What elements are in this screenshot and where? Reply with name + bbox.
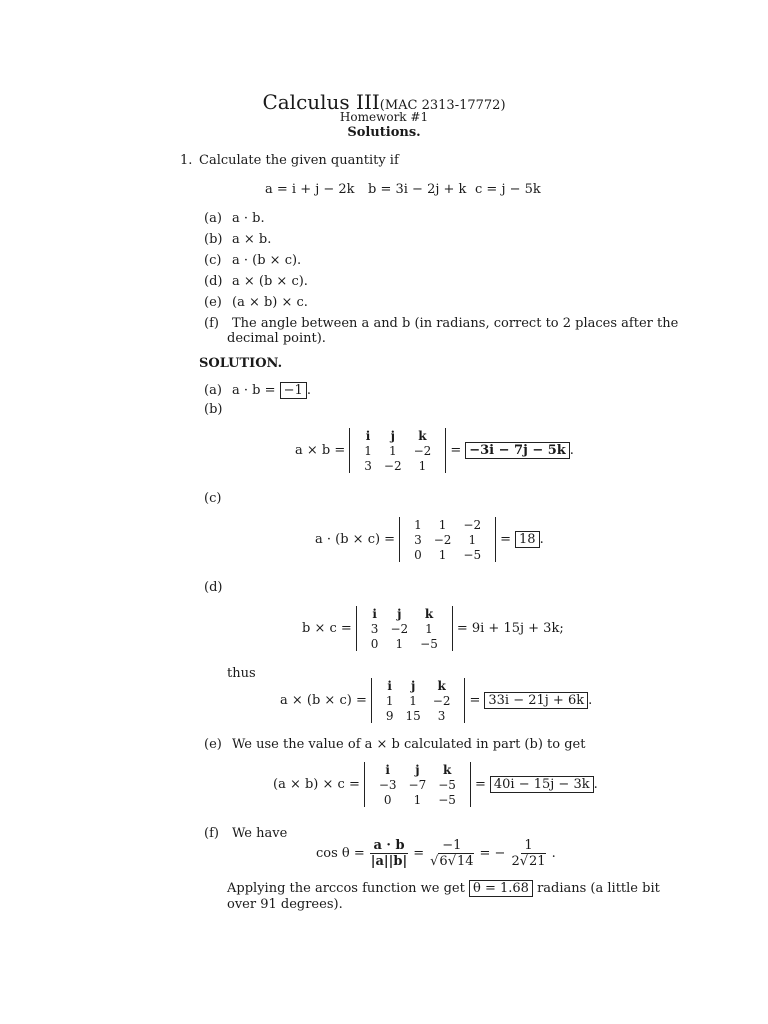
part-label: (a) xyxy=(204,383,222,398)
determinant xyxy=(399,517,496,562)
fraction-dot-over-norms xyxy=(368,838,410,869)
matrix-cell: j xyxy=(415,762,420,777)
part-c xyxy=(204,253,301,268)
solution-e-equation: (a × b) × c = i j k −3 −7 −5 0 1 −5 = 40i − 15j − 3k . xyxy=(273,762,598,807)
matrix-cell: i xyxy=(387,678,392,693)
matrix-cell: 1 xyxy=(395,636,404,651)
matrix-cell: 1 xyxy=(388,443,397,458)
radicand: 14 xyxy=(456,854,474,869)
matrix-cell: 0 xyxy=(370,636,379,651)
matrix-cell: −2 xyxy=(463,517,482,532)
vector-c-def: c = j − 5k xyxy=(475,182,541,197)
matrix-cell: 1 xyxy=(438,547,447,562)
determinant xyxy=(364,762,471,807)
matrix-cell: −3 xyxy=(378,777,397,792)
matrix-cell: j xyxy=(397,606,402,621)
matrix-cell: k xyxy=(418,428,427,443)
part-label: (e) xyxy=(204,295,222,310)
matrix-cell: i xyxy=(372,606,377,621)
matrix-cell: k xyxy=(437,678,446,693)
part-text: a × b. xyxy=(232,232,272,247)
page-title: Calculus III xyxy=(262,90,380,114)
cos-equation: cos θ = $\frac{a \cdot b}{|a||b|}$ = $\frac{-1}{√6√14}$ = − $\frac{1}{2√21}$ . xyxy=(316,838,556,869)
matrix-cell: 1 xyxy=(364,443,372,458)
solution-heading: SOLUTION. xyxy=(199,356,283,371)
part-b xyxy=(204,232,271,247)
fraction-denominator: |a||b| xyxy=(370,854,408,869)
fraction-numerator: −1 xyxy=(439,838,464,854)
matrix-cell: 15 xyxy=(405,708,421,723)
matrix-cell: 9 xyxy=(385,708,394,723)
solution-e-text xyxy=(204,737,585,752)
matrix-cell: −5 xyxy=(438,777,456,792)
part-text: a · b. xyxy=(232,211,265,226)
part-text: We use the value of a × b calculated in part (b) to get xyxy=(232,737,586,752)
matrix-cell: −2 xyxy=(432,693,451,708)
solution-d-equation2: a × (b × c) = i j k 1 1 −2 9 15 3 = 33i − 21j + 6k . xyxy=(280,678,593,723)
solutions-label: Solutions. xyxy=(347,125,421,140)
part-text: a · (b × c). xyxy=(232,253,302,268)
matrix-cell: 3 xyxy=(437,708,446,723)
radicand: 6 xyxy=(439,854,448,869)
fraction-denominator: √6√14 xyxy=(430,854,474,869)
answer-box: −1 xyxy=(280,382,307,399)
course-code: (MAC 2313-17772) xyxy=(379,98,506,113)
matrix-cell: 1 xyxy=(418,458,427,473)
part-label: (d) xyxy=(204,274,223,289)
matrix-cell: −2 xyxy=(383,458,402,473)
part-label: (e) xyxy=(204,737,222,752)
solution-f-text xyxy=(204,826,287,841)
solution-d-equation1 xyxy=(302,606,564,651)
answer-box: 40i − 15j − 3k xyxy=(490,776,594,793)
part-label: (f) xyxy=(204,826,219,841)
part-label: (c) xyxy=(204,253,222,268)
matrix-cell: 1 xyxy=(425,621,433,636)
solution-b-equation: a × b = i j k 1 1 −2 3 −2 1 = −3i − 7j − 5k . xyxy=(295,428,574,473)
solution-b-label: (b) xyxy=(204,402,223,417)
matrix-cell: 3 xyxy=(364,458,372,473)
matrix-cell: −2 xyxy=(433,532,452,547)
vector-b-def: b = 3i − 2j + k xyxy=(368,182,467,197)
part-label: (b) xyxy=(204,232,223,247)
matrix-cell: 0 xyxy=(383,792,392,807)
matrix-cell: 3 xyxy=(414,532,422,547)
fraction-simplified xyxy=(508,838,548,869)
answer-box: θ = 1.68 xyxy=(469,880,533,897)
solution-d-label: (d) xyxy=(204,580,223,595)
matrix-cell: −5 xyxy=(463,547,482,562)
matrix-cell: −5 xyxy=(420,636,438,651)
determinant xyxy=(349,428,446,473)
vector-a-def: a = i + j − 2k xyxy=(265,182,355,197)
matrix-cell: j xyxy=(390,428,395,443)
part-text: a × (b × c). xyxy=(232,274,308,289)
part-f xyxy=(204,316,678,331)
part-e xyxy=(204,295,308,310)
arccos-text: Applying the arccos function we get xyxy=(227,881,465,896)
determinant xyxy=(371,678,466,723)
homework-label: Homework #1 xyxy=(339,110,429,124)
part-a xyxy=(204,211,265,226)
matrix-cell: 1 xyxy=(438,517,447,532)
matrix-cell: −7 xyxy=(408,777,427,792)
matrix-cell: −2 xyxy=(413,443,432,458)
matrix-cell: 1 xyxy=(413,792,422,807)
answer-box: −3i − 7j − 5k xyxy=(465,442,570,459)
cos-lhs: cos θ = xyxy=(316,846,365,861)
arccos-line2: over 91 degrees). xyxy=(227,897,343,912)
problem-number: 1. xyxy=(180,153,193,168)
matrix-cell: 0 xyxy=(414,547,422,562)
matrix-cell: 1 xyxy=(385,693,394,708)
solution-a: (a) a · b = −1 . xyxy=(204,383,311,398)
matrix-cell: 1 xyxy=(468,532,477,547)
fraction-value xyxy=(427,838,476,869)
solution-lhs: (a × b) × c = xyxy=(273,777,360,792)
fraction-numerator: 1 xyxy=(521,838,535,854)
arccos-tail: radians (a little bit xyxy=(537,881,660,896)
matrix-cell: i xyxy=(365,428,371,443)
matrix-cell: k xyxy=(442,762,452,777)
solution-lhs: a · b = xyxy=(232,383,276,398)
matrix-cell: i xyxy=(385,762,390,777)
determinant xyxy=(356,606,453,651)
solution-lhs: a × (b × c) = xyxy=(280,693,367,708)
fraction-denominator: 2√21 xyxy=(511,854,546,869)
part-text: (a × b) × c. xyxy=(232,295,308,310)
solution-lhs: a · (b × c) = xyxy=(315,532,396,547)
problem-intro: Calculate the given quantity if xyxy=(199,153,399,168)
radicand: 21 xyxy=(529,854,546,869)
part-text: The angle between a and b (in radians, correct to 2 places after the xyxy=(232,316,679,331)
solution-lhs: b × c = xyxy=(302,621,352,636)
part-label: (f) xyxy=(204,316,219,331)
solution-c-equation: a · (b × c) = 1 1 −2 3 −2 1 0 1 −5 = 18 . xyxy=(315,517,544,562)
fraction-numerator: a · b xyxy=(370,838,407,854)
solution-c-label: (c) xyxy=(204,491,222,506)
matrix-cell: −5 xyxy=(438,792,456,807)
part-d xyxy=(204,274,308,289)
matrix-cell: −2 xyxy=(390,621,409,636)
thus-text: thus xyxy=(227,666,256,681)
answer-box: 33i − 21j + 6k xyxy=(484,692,588,709)
arccos-line xyxy=(227,881,660,896)
solution-lhs: a × b = xyxy=(295,443,346,458)
matrix-cell: k xyxy=(424,606,434,621)
coefficient: 2 xyxy=(511,854,520,869)
solution-result: = 9i + 15j + 3k; xyxy=(456,621,564,636)
part-f-continued: decimal point). xyxy=(227,331,326,346)
matrix-cell: 3 xyxy=(370,621,379,636)
matrix-cell: 1 xyxy=(409,693,417,708)
matrix-cell: 1 xyxy=(414,517,422,532)
matrix-cell: j xyxy=(410,678,416,693)
answer-box: 18 xyxy=(515,531,540,548)
part-label: (a) xyxy=(204,211,222,226)
part-text: We have xyxy=(232,826,288,841)
